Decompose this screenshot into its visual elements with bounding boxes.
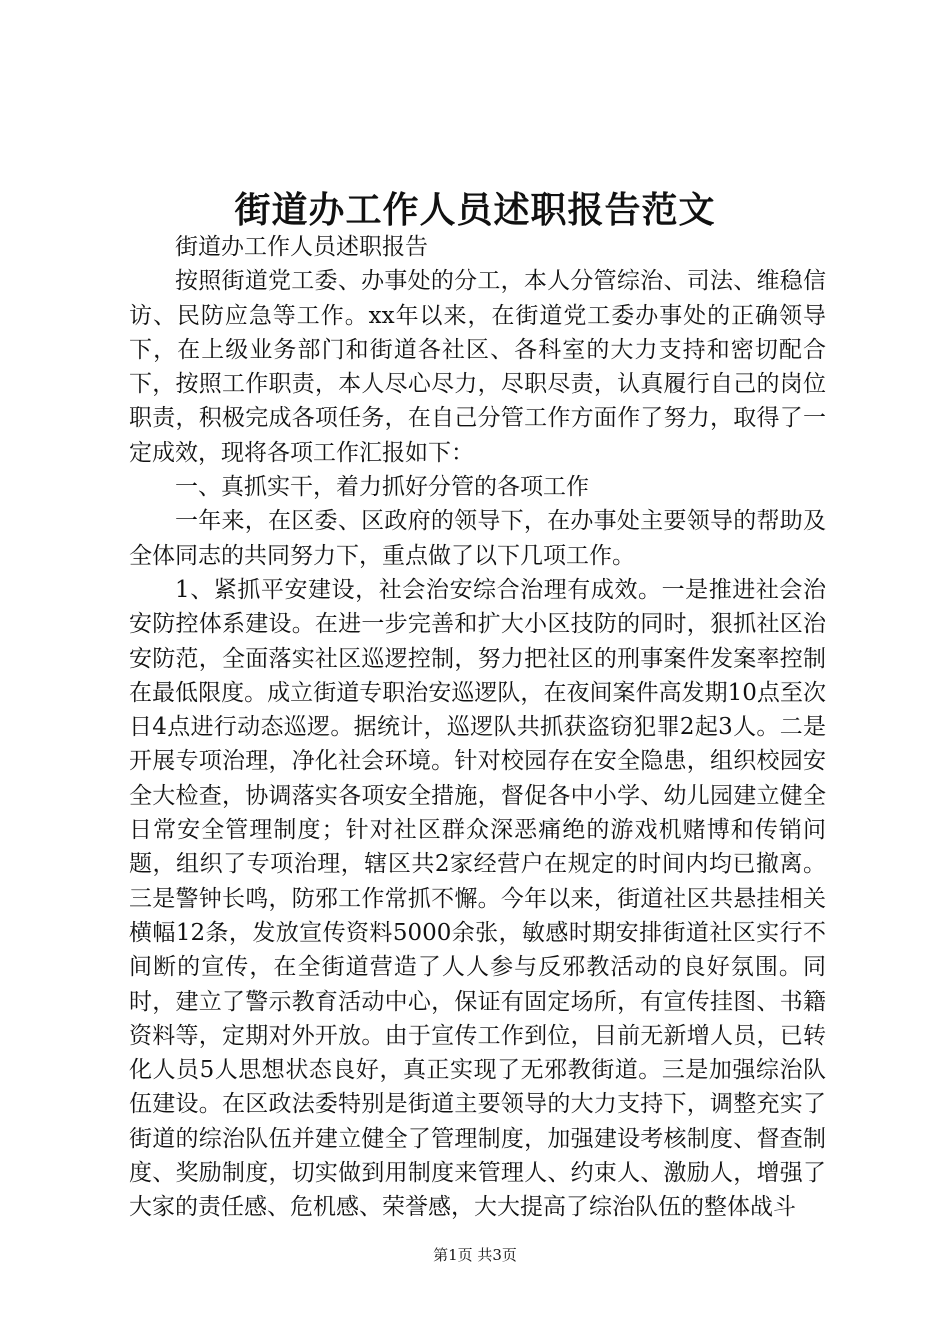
detail-paragraph: 1、紧抓平安建设，社会治安综合治理有成效。一是推进社会治安防控体系建设。在进一步完善和扩大小区技防的同时，狠抓社区治安防范，全面落实社区巡逻控制，努力把社区的刑事案件发案率控制在最低限度。成立街道专职治安巡逻队，在夜间案件高发期10点至次日4点进行动态巡逻。据统计，巡逻队共抓获盗窃犯罪2起3人。二是开展专项治理，净化社会环境。针对校园存在安全隐患，组织校园安全大检查，协调落实各项安全措施，督促各中小学、幼儿园建立健全日常安全管理制度；针对社区群众深恶痛绝的游戏机赌博和传销问题，组织了专项治理，辖区共2家经营户在规定的时间内均已撤离。三是警钟长鸣，防邪工作常抓不懈。今年以来，街道社区共悬挂相关横幅12条，发放宣传资料5000余张，敏感时期安排街道社区实行不间断的宣传，在全街道营造了人人参与反邪教活动的良好氛围。同时，建立了警示教育活动中心，保证有固定场所，有宣传挂图、书籍资料等，定期对外开放。由于宣传工作到位，目前无新增人员，已转化人员5人思想状态良好，真正实现了无邪教街道。三是加强综治队伍建设。在区政法委特别是街道主要领导的大力支持下，调整充实了街道的综治队伍并建立健全了管理制度，加强建设考核制度、督查制度、奖励制度，切实做到用制度来管理人、约束人、激励人，增强了大家的责任感、危机感、荣誉感，大大提高了综治队伍的整体战斗 bbox=[129, 576, 826, 1221]
summary-paragraph: 一年来，在区委、区政府的领导下，在办事处主要领导的帮助及全体同志的共同努力下，重点做了以下几项工作。 bbox=[129, 508, 826, 569]
report-heading: 街道办工作人员述职报告 bbox=[175, 234, 428, 260]
document-body bbox=[129, 230, 826, 1225]
page-footer: 第1页 共3页 bbox=[433, 1246, 517, 1264]
intro-paragraph: 按照街道党工委、办事处的分工，本人分管综治、司法、维稳信访、民防应急等工作。xx年以来，在街道党工委办事处的正确领导下，在上级业务部门和街道各社区、各科室的大力支持和密切配合下，按照工作职责，本人尽心尽力，尽职尽责，认真履行自己的岗位职责，积极完成各项任务，在自己分管工作方面作了努力，取得了一定成效，现将各项工作汇报如下： bbox=[129, 268, 826, 466]
document-title: 街道办工作人员述职报告范文 bbox=[234, 189, 716, 231]
section-heading: 一、真抓实干，着力抓好分管的各项工作 bbox=[175, 474, 589, 501]
